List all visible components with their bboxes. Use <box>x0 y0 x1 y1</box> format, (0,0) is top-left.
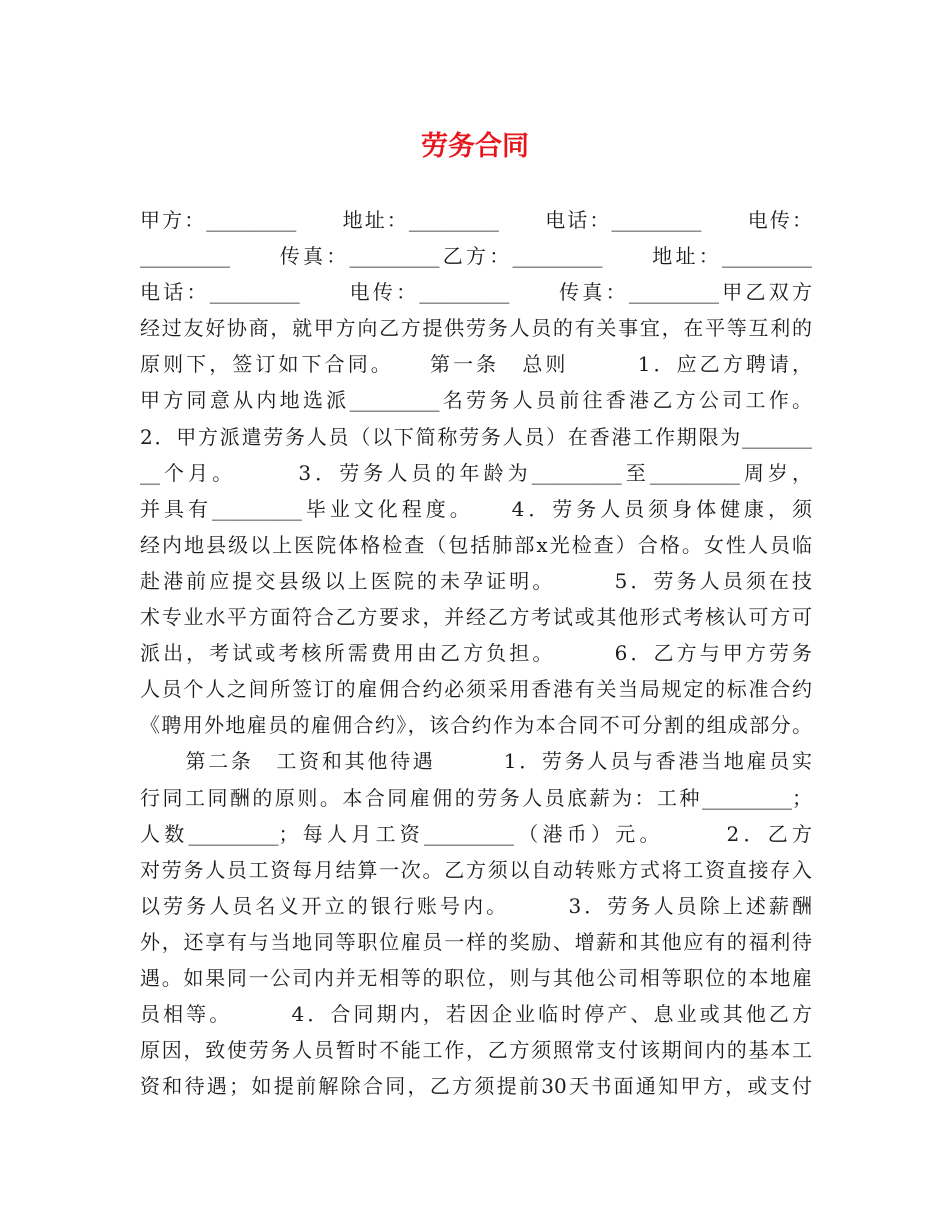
text-line: 电话：_________ 电传：_________ 传真：_________甲乙双方 <box>140 280 812 305</box>
text-line: 行同工同酬的原则。本合同雇佣的劳务人员底薪为：工种_________； <box>140 785 812 810</box>
text-line: 资和待遇；如提前解除合同，乙方须提前30天书面通知甲方，或支付 <box>140 1074 812 1099</box>
text-line: 术专业水平方面符合乙方要求，并经乙方考试或其他形式考核认可方可 <box>140 605 812 630</box>
text-line: 《聘用外地雇员的雇佣合约》，该合约作为本合同不可分割的组成部分。 <box>140 713 812 738</box>
text-line: 并具有_________毕业文化程度。 4．劳务人员须身体健康，须 <box>140 496 812 521</box>
contract-body <box>140 202 812 1104</box>
text-line: 对劳务人员工资每月结算一次。乙方须以自动转账方式将工资直接存入 <box>140 857 812 882</box>
text-line: 赴港前应提交县级以上医院的未孕证明。 5．劳务人员须在技 <box>140 568 812 593</box>
text-line: 人员个人之间所签订的雇佣合约必须采用香港有关当局规定的标准合约 <box>140 677 812 702</box>
text-line: 外，还享有与当地同等职位雇员一样的奖励、增薪和其他应有的福利待 <box>140 929 812 954</box>
text-line: 甲方同意从内地选派_________名劳务人员前往香港乙方公司工作。 <box>140 388 812 413</box>
text-line: 原则下，签订如下合同。 第一条 总则 1．应乙方聘请， <box>140 352 812 377</box>
text-line: 原因，致使劳务人员暂时不能工作，乙方须照常支付该期间内的基本工 <box>140 1038 812 1063</box>
text-line: 员相等。 4．合同期内，若因企业临时停产、息业或其他乙方 <box>140 1002 812 1027</box>
text-line: 经内地县级以上医院体格检查（包括肺部x光检查）合格。女性人员临 <box>140 532 812 557</box>
text-line: 以劳务人员名义开立的银行账号内。 3．劳务人员除上述薪酬 <box>140 893 812 918</box>
text-line: 人数_________；每人月工资_________（港币）元。 2．乙方 <box>140 821 812 846</box>
text-line: _________ 传真：_________乙方：_________ 地址：_________ <box>140 244 812 269</box>
text-line: 第二条 工资和其他待遇 1．劳务人员与香港当地雇员实 <box>140 749 812 774</box>
document-title: 劳务合同 <box>421 131 529 162</box>
text-line: 甲方：_________ 地址：_________ 电话：_________ 电传： <box>140 208 812 232</box>
text-line: 经过友好协商，就甲方向乙方提供劳务人员的有关事宜，在平等互利的 <box>140 316 812 341</box>
text-line: 遇。如果同一公司内并无相等的职位，则与其他公司相等职位的本地雇 <box>140 965 812 990</box>
text-line: 派出，考试或考核所需费用由乙方负担。 6．乙方与甲方劳务 <box>140 641 812 666</box>
text-line: 2．甲方派遣劳务人员（以下简称劳务人员）在香港工作期限为_______ <box>140 424 812 449</box>
text-line: __个月。 3．劳务人员的年龄为_________至_________周岁， <box>140 460 812 485</box>
